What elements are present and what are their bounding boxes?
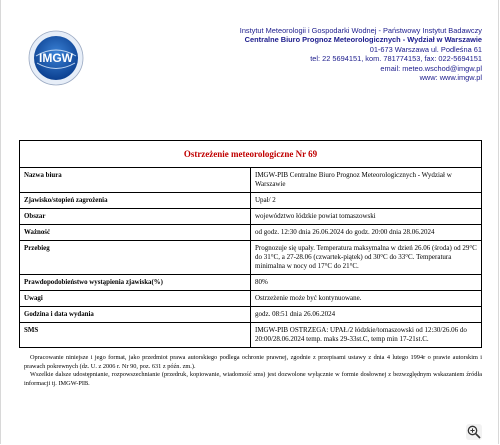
row-value-phenomenon: Upał/ 2: [251, 193, 482, 209]
row-label-course: Przebieg: [20, 241, 251, 275]
institute-header: [162, 26, 482, 82]
table-row: [20, 323, 482, 348]
table-row: [20, 193, 482, 209]
row-label-office: Nazwa biura: [20, 168, 251, 193]
page-edge-left: [0, 0, 1, 444]
row-value-issued: godz. 08:51 dnia 26.06.2024: [251, 307, 482, 323]
copyright-notice: [24, 354, 482, 388]
header-line-email: email: meteo.wschod@imgw.pl: [380, 63, 482, 73]
header-line-address: 01-673 Warszawa ul. Podleśna 61: [369, 44, 482, 54]
table-row: [20, 241, 482, 275]
header-line-www: www: www.imgw.pl: [419, 73, 482, 83]
warning-title-row: [20, 141, 482, 168]
row-value-validity: od godz. 12:30 dnia 26.06.2024 do godz. 20:00 dnia 28.06.2024: [251, 225, 482, 241]
logo-text: IMGW: [39, 51, 73, 65]
row-label-validity: Ważność: [20, 225, 251, 241]
table-row: [20, 275, 482, 291]
imgw-logo: [28, 30, 84, 86]
warning-table: [19, 140, 482, 348]
zoom-in-icon: [466, 424, 482, 440]
row-label-issued: Godzina i data wydania: [20, 307, 251, 323]
page-edge-right: [498, 0, 499, 444]
row-label-remarks: Uwagi: [20, 291, 251, 307]
zoom-button[interactable]: [466, 424, 482, 440]
table-row: [20, 209, 482, 225]
row-label-phenomenon: Zjawisko/stopień zagrożenia: [20, 193, 251, 209]
header-line-institute: Instytut Meteorologii i Gospodarki Wodnej - Państwowy Instytut Badawczy: [239, 26, 482, 35]
table-row: [20, 307, 482, 323]
table-row: [20, 225, 482, 241]
row-label-sms: SMS: [20, 323, 251, 348]
header-line-bureau: Centralne Biuro Prognoz Meteorologicznych - Wydział w Warszawie: [244, 35, 482, 45]
table-row: [20, 291, 482, 307]
row-value-sms: IMGW-PIB OSTRZEGA: UPAŁ/2 łódzkie/tomaszowski od 12:30/26.06 do 20:00/28.06.2024 temp. maks 29-33st.C, temp min 17-21st.C.: [251, 323, 482, 348]
header-line-phone: tel: 22 5694151, kom. 781774153, fax: 022-5694151: [310, 54, 482, 64]
row-value-probability: 80%: [251, 275, 482, 291]
warning-title: Ostrzeżenie meteorologiczne Nr 69: [20, 141, 482, 168]
copyright-paragraph-1: Opracowanie niniejsze i jego format, jako przedmiot prawa autorskiego podlega ochronie prawnej, zgodnie z przepisami ustawy z dnia 4 lutego 1994r o prawie autorskim i prawach pokrewnych (dz. U. z 2006 r. Nr 90, poz. 631 z późn. zm.).: [24, 354, 482, 370]
row-label-probability: Prawdopodobieństwo wystąpienia zjawiska(%): [20, 275, 251, 291]
row-label-area: Obszar: [20, 209, 251, 225]
copyright-paragraph-2: Wszelkie dalsze udostępnianie, rozpowszechnianie (przedruk, kopiowanie, wiadomość sms) jest dozwolone wyłącznie w formie dosłownej z bezwzględnym wskazaniem źródła informacji tj. IMGW-PIB.: [24, 371, 482, 387]
row-value-area: województwo łódzkie powiat tomaszowski: [251, 209, 482, 225]
row-value-course: Prognozuje się upały. Temperatura maksymalna w dzień 26.06 (środa) od 29°C do 31°C, a 27-28.06 (czwartek-piątek) od 30°C do 33°C. Temperatura minimalna w nocy od 17°C do 21°C.: [251, 241, 482, 275]
row-value-office: IMGW-PIB Centralne Biuro Prognoz Meteorologicznych - Wydział w Warszawie: [251, 168, 482, 193]
row-value-remarks: Ostrzeżenie może być kontynuowane.: [251, 291, 482, 307]
table-row: [20, 168, 482, 193]
